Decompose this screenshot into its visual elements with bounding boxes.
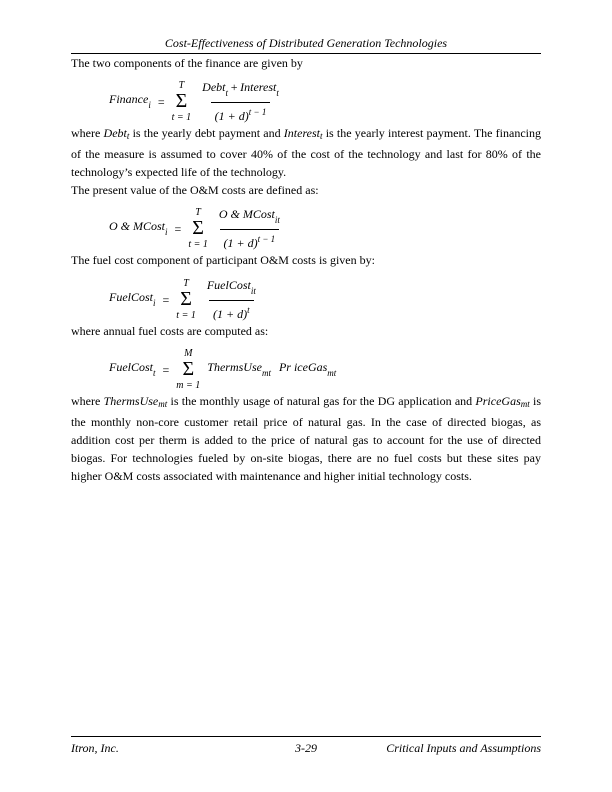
paragraph-fuel-intro: The fuel cost component of participant O&M costs is given by: [71, 253, 375, 267]
formula-lhs: O & MCost$_i$ [109, 219, 168, 237]
fraction: $\frac{FuelCost_{it}}{(1 + d)^t}$ [206, 278, 256, 321]
paragraph-annual-fuel-intro: where annual fuel costs are computed as: [71, 324, 269, 338]
equals-sign: = [157, 95, 165, 109]
summation-symbol: M Σ m = 1 [176, 348, 201, 391]
formula-finance [109, 80, 541, 124]
footer-page-number: 3-29 [295, 741, 317, 755]
paragraph-om-intro: The present value of the O&M costs are defined as: [71, 183, 319, 197]
formula-om-cost [109, 207, 541, 251]
summation-symbol: T Σ t = 1 [188, 207, 208, 250]
summation-symbol: T Σ t = 1 [176, 278, 196, 321]
equals-sign: = [162, 363, 170, 377]
paragraph-where-therms: where ThermsUsemt is the monthly usage of natural gas for the DG application and PriceGasmt is the monthly non-core customer retail price of natural gas. In the case of directed biogas, as addition cost per therm is added to the price of natural gas to account for the use of directed biogas. For technologies fueled by on-site biogas, there are no fuel costs but these sites pay higher O&M costs associated with maintenance and higher initial technology costs. [71, 394, 542, 483]
fraction: $\frac{O \& MCost_{it}}{(1 + d)^{t - 1}}$ [218, 207, 280, 250]
page-footer [71, 736, 541, 755]
footer-section-title: Critical Inputs and Assumptions [386, 741, 541, 755]
summation-symbol: T Σ t = 1 [171, 80, 192, 123]
fraction: $\frac{Debt_t + Interest_t}{(1 + d)^{t - 1}}$ [202, 80, 279, 123]
formula-lhs: Finance$_i$ [109, 92, 151, 110]
formula-lhs: FuelCost$_t$ [109, 360, 156, 378]
paragraph-where-debt: where Debtt is the yearly debt payment and Interestt is the yearly interest payment. The financing of the measure is assumed to cover 40% of the cost of the technology and last for 80% of the technology’s expected life of the technology. [71, 126, 542, 179]
footer-company: Itron, Inc. [71, 741, 119, 755]
equals-sign: = [162, 293, 170, 307]
equals-sign: = [174, 222, 182, 236]
formula-terms: ThermsUse$_{mt}$ Pr iceGas$_{mt}$ [207, 360, 337, 378]
page-header-title: Cost-Effectiveness of Distributed Generation Technologies [164, 36, 448, 50]
paragraph-intro-finance: The two components of the finance are given by [71, 56, 303, 70]
formula-fuel-cost [109, 278, 541, 322]
formula-lhs: FuelCost$_i$ [109, 290, 156, 308]
formula-annual-fuel [109, 348, 541, 392]
